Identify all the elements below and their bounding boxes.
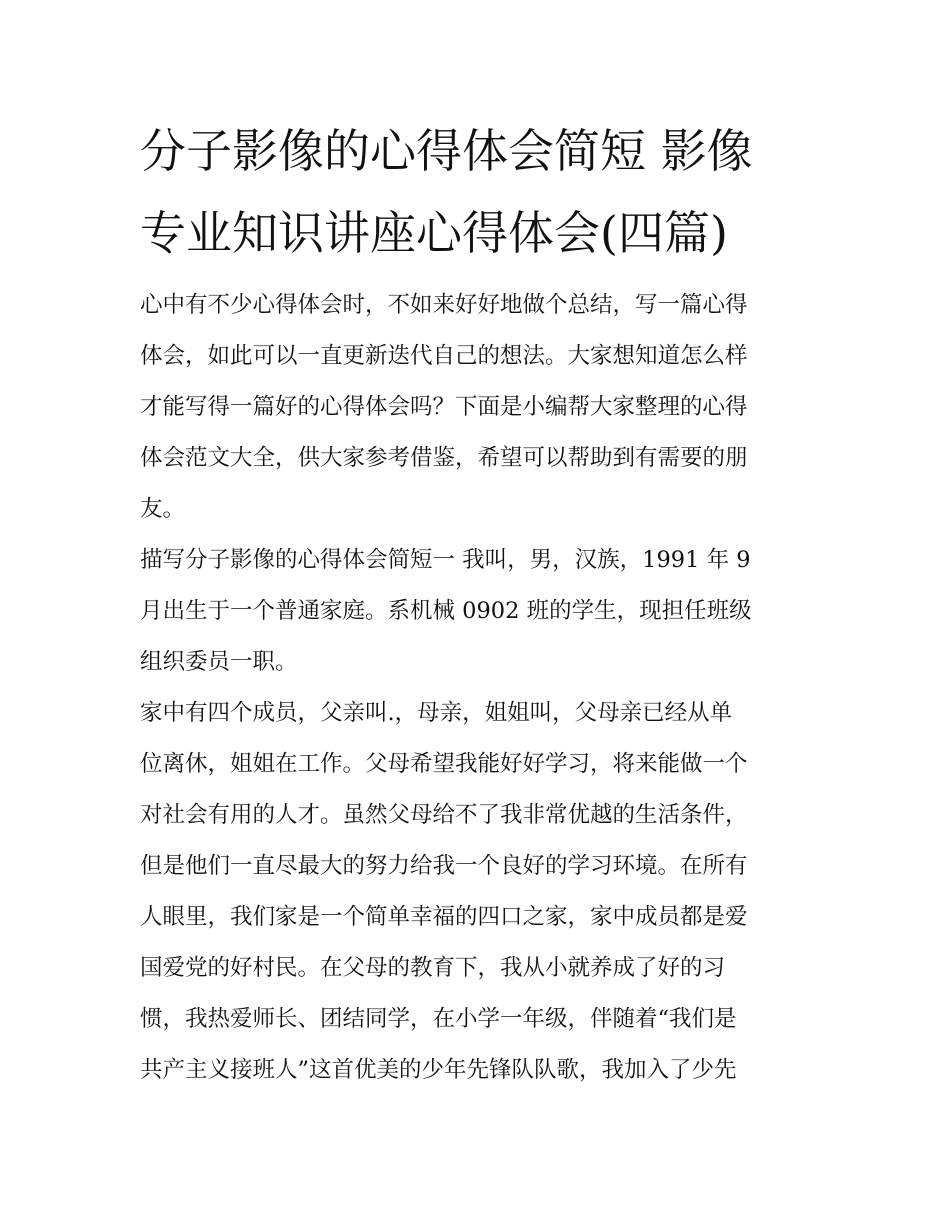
paragraph-intro bbox=[140, 280, 830, 535]
text-line: 国爱党的好村民。在父母的教育下，我从小就养成了好的习 bbox=[140, 955, 726, 981]
text-line: 心中有不少心得体会时，不如来好好地做个总结，写一篇心得 bbox=[140, 292, 748, 318]
text-line: 月出生于一个普通家庭。系机械 0902 班的学生，现担任班级 bbox=[140, 598, 752, 624]
document-body bbox=[140, 280, 830, 1096]
text-line: 惯，我热爱师长、团结同学，在小学一年级，伴随着“我们是 bbox=[140, 1006, 737, 1032]
text-line: 位离休，姐姐在工作。父母希望我能好好学习，将来能做一个 bbox=[140, 751, 748, 777]
text-line: 体会，如此可以一直更新迭代自己的想法。大家想知道怎么样 bbox=[140, 343, 748, 369]
text-line: 描写分子影像的心得体会简短一 我叫，男，汉族，1991 年 9 bbox=[140, 547, 751, 573]
text-line: 共产主义接班人”这首优美的少年先锋队队歌，我加入了少先 bbox=[140, 1057, 737, 1083]
text-line: 对社会有用的人才。虽然父母给不了我非常优越的生活条件， bbox=[140, 802, 748, 828]
text-line: 才能写得一篇好的心得体会吗？下面是小编帮大家整理的心得 bbox=[140, 394, 748, 420]
paragraph-self-intro bbox=[140, 535, 830, 688]
document-title bbox=[140, 110, 820, 274]
paragraph-family bbox=[140, 688, 830, 1096]
text-line: 人眼里，我们家是一个简单幸福的四口之家，家中成员都是爱 bbox=[140, 904, 748, 930]
text-line: 家中有四个成员，父亲叫.，母亲，姐姐叫，父母亲已经从单 bbox=[140, 700, 733, 726]
text-line: 体会范文大全，供大家参考借鉴，希望可以帮助到有需要的朋 bbox=[140, 445, 748, 471]
title-line: 专业知识讲座心得体会(四篇) bbox=[140, 206, 728, 260]
text-line: 友。 bbox=[140, 496, 186, 522]
title-line: 分子影像的心得体会简短 影像 bbox=[140, 124, 753, 178]
text-line: 但是他们一直尽最大的努力给我一个良好的学习环境。在所有 bbox=[140, 853, 748, 879]
text-line: 组织委员一职。 bbox=[140, 649, 298, 675]
